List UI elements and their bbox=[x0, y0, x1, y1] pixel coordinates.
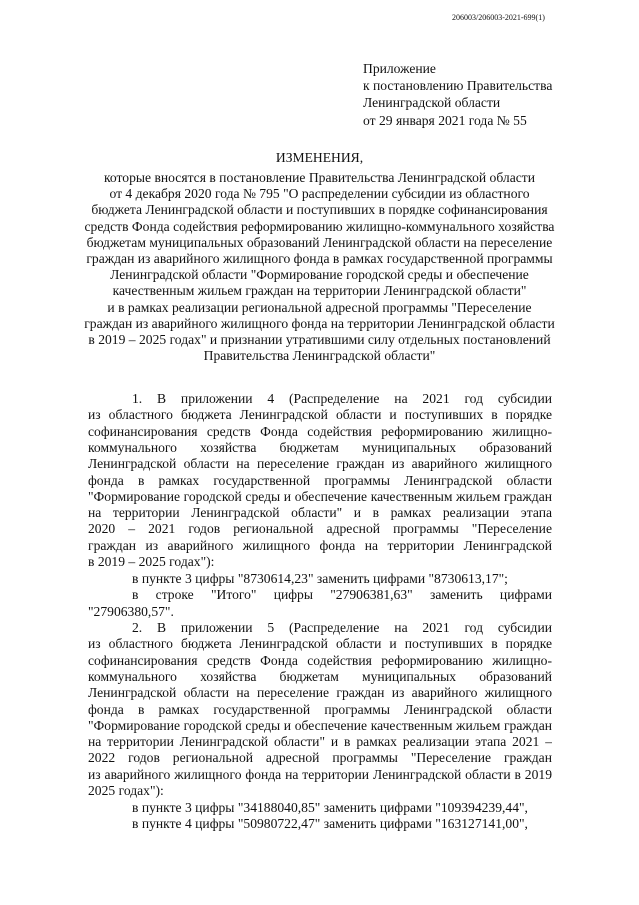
paragraph-2-line: 2025 годах"): bbox=[88, 783, 164, 798]
paragraph-1-line: из областного бюджета Ленинградской области и поступивших в порядке bbox=[88, 407, 552, 423]
paragraph-2-line: из аварийного жилищного фонда на территории Ленинградской области в 2019 bbox=[88, 766, 552, 782]
appendix-line: Ленинградской области bbox=[363, 95, 501, 111]
subtitle-line: в 2019 – 2025 годах" и признании утратившими силу отдельных постановлений bbox=[88, 332, 551, 347]
paragraph-1-line: 2020 – 2021 годов региональной адресной программы "Переселение bbox=[88, 521, 552, 537]
paragraph-1-line: 1. В приложении 4 (Распределение на 2021 год субсидии bbox=[132, 391, 552, 406]
paragraph-2-line: фонда в рамках государственной программы Ленинградской области bbox=[88, 701, 552, 717]
appendix-line: Приложение bbox=[363, 61, 436, 76]
subtitle-line: граждан из аварийного жилищного фонда на территории Ленинградской области bbox=[84, 315, 555, 331]
subtitle-line: бюджета Ленинградской области и поступивших в порядке софинансирования bbox=[91, 202, 548, 218]
paragraph-1-line: Ленинградской области на переселение граждан из аварийного жилищного bbox=[88, 456, 552, 472]
appendix-line: к постановлению Правительства bbox=[363, 78, 553, 94]
paragraph-1-line: "Формирование городской среды и обеспечение качественным жильем граждан bbox=[88, 488, 552, 504]
paragraph-1-line: на территории Ленинградской области" и в рамках реализации этапа bbox=[88, 505, 552, 521]
paragraph-1-item-line: "27906380,57". bbox=[88, 603, 174, 619]
subtitle-line: Ленинградской области "Формирование городской среды и обеспечение bbox=[110, 267, 529, 283]
paragraph-1-line: софинансирования средств Фонда содействия реформированию жилищно- bbox=[88, 423, 552, 439]
subtitle-line: бюджетам муниципальных образований Ленинградской области на переселение bbox=[86, 234, 553, 250]
subtitle-line: и в рамках реализации региональной адресной программы "Переселение bbox=[107, 299, 532, 315]
paragraph-1-item-line: в пункте 3 цифры "8730614,23" заменить цифрами "8730613,17"; bbox=[132, 571, 508, 586]
paragraph-1-line: граждан из аварийного жилищного фонда на территории Ленинградской bbox=[88, 537, 552, 553]
paragraph-1-line: в 2019 – 2025 годах"): bbox=[88, 554, 215, 569]
subtitle-line: качественным жильем граждан на территории Ленинградской области" bbox=[112, 283, 527, 299]
subtitle-line: которые вносятся в постановление Правительства Ленинградской области bbox=[104, 170, 535, 185]
paragraph-2-line: "Формирование городской среды и обеспечение качественным жильем граждан bbox=[88, 717, 552, 733]
document-title: ИЗМЕНЕНИЯ, bbox=[275, 150, 364, 165]
paragraph-2-line: коммунального хозяйства бюджетам муниципальных образований bbox=[88, 668, 552, 684]
paragraph-1-line: фонда в рамках государственной программы Ленинградской области bbox=[88, 472, 552, 488]
paragraph-2-line: на территории Ленинградской области" и в рамках реализации этапа 2021 – bbox=[88, 734, 552, 750]
document-id: 206003/206003-2021-699(1) bbox=[452, 13, 545, 22]
paragraph-2-item-line: в пункте 4 цифры "50980722,47" заменить цифрами "163127141,00", bbox=[132, 816, 528, 832]
subtitle-line: граждан из аварийного жилищного фонда в рамках государственной программы bbox=[86, 251, 553, 266]
subtitle-line: Правительства Ленинградской области" bbox=[203, 348, 436, 364]
paragraph-2-item-line: в пункте 3 цифры "34188040,85" заменить цифрами "109394239,44", bbox=[132, 800, 528, 815]
paragraph-2-line: Ленинградской области на переселение граждан из аварийного жилищного bbox=[88, 685, 552, 701]
paragraph-2-line: софинансирования средств Фонда содействия реформированию жилищно- bbox=[88, 652, 552, 668]
paragraph-1-item-line: в строке "Итого" цифры "27906381,63" заменить цифрами bbox=[132, 587, 552, 603]
paragraph-2-line: из областного бюджета Ленинградской области и поступивших в порядке bbox=[88, 636, 552, 652]
appendix-line: от 29 января 2021 года № 55 bbox=[363, 112, 527, 128]
subtitle-line: от 4 декабря 2020 года № 795 "О распределении субсидии из областного bbox=[109, 186, 530, 202]
paragraph-2-line: 2. В приложении 5 (Распределение на 2021 год субсидии bbox=[132, 620, 552, 635]
subtitle-line: средств Фонда содействия реформированию жилищно-коммунального хозяйства bbox=[84, 218, 555, 234]
paragraph-1-line: коммунального хозяйства бюджетам муниципальных образований bbox=[88, 439, 552, 455]
paragraph-2-line: 2022 годов региональной адресной программы "Переселение граждан bbox=[88, 750, 552, 766]
